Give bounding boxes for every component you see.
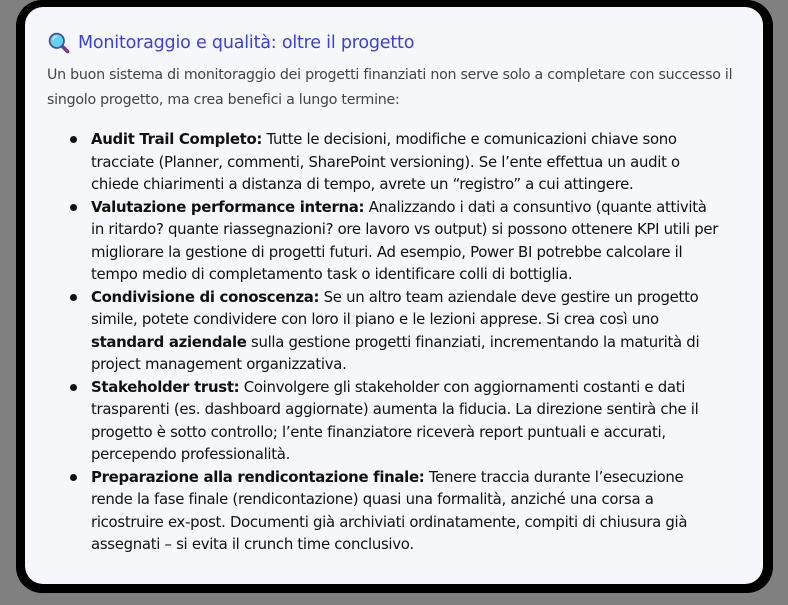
list-item-stakeholder-trust [47,376,723,466]
bullet-icon [70,474,77,481]
item-text: sulla gestione progetti finanziati, incrementando la maturità di project management organizzativa. [91,332,700,373]
bullet-icon [70,204,77,211]
bullet-icon [70,384,77,391]
item-label: Valutazione performance interna: [91,197,365,216]
intro-paragraph: Un buon sistema di monitoraggio dei progetti finanziati non serve solo a completare con successo il singolo progetto, ma crea benefici a lungo termine: [47,67,733,108]
list-item-final-reporting [47,466,723,556]
section-heading [48,30,741,56]
item-text: Se un altro team aziendale deve gestire un progetto simile, potete condividere con loro il piano e le lezioni apprese. Si crea così uno [91,287,699,328]
list-item-audit-trail [47,128,723,196]
item-text: Analizzando i dati a consuntivo (quante attività in ritardo? quante riassegnazioni? ore lavoro vs output) si possono ottenere KPI utili per migliorare la gestione di progetti futuri. Ad esempio, Power BI potrebbe calcolare il tempo medio di completamento task o identificare colli di bottiglia. [91,197,719,283]
list-item-performance [47,196,723,286]
bullet-icon [70,294,77,301]
magnifier-icon [48,32,70,54]
benefits-list [47,128,741,556]
section-title: Monitoraggio e qualità: oltre il progetto [78,33,415,53]
item-text: Tenere traccia durante l’esecuzione rende la fase finale (rendicontazione) quasi una formalità, anziché una corsa a ricostruire ex-post. Documenti già archiviati ordinatamente, compiti di chiusura già assegnati – si evita il crunch time conclusivo. [91,467,688,553]
content-card [25,7,763,584]
item-emphasis: standard aziendale [91,332,247,351]
item-label: Condivisione di conoscenza: [91,287,320,306]
item-label: Audit Trail Completo: [91,130,263,148]
item-label: Preparazione alla rendicontazione finale: [91,467,425,486]
item-text: Tutte le decisioni, modifiche e comunicazioni chiave sono tracciate (Planner, commenti, SharePoint versioning). Se l’ente effettua un audit o chiede chiarimenti a distanza di tempo, avrete un “registro” a cui attingere. [91,130,680,193]
list-item-knowledge-sharing [47,286,723,376]
item-label: Stakeholder trust: [91,377,240,396]
bullet-icon [70,136,77,143]
item-text: Coinvolgere gli stakeholder con aggiornamenti costanti e dati trasparenti (es. dashboard aggiornate) aumenta la fiducia. La direzione sentirà che il progetto è sotto controllo; l’ente finanziatore riceverà report puntuali e accurati, percependo professionalità. [91,377,699,463]
